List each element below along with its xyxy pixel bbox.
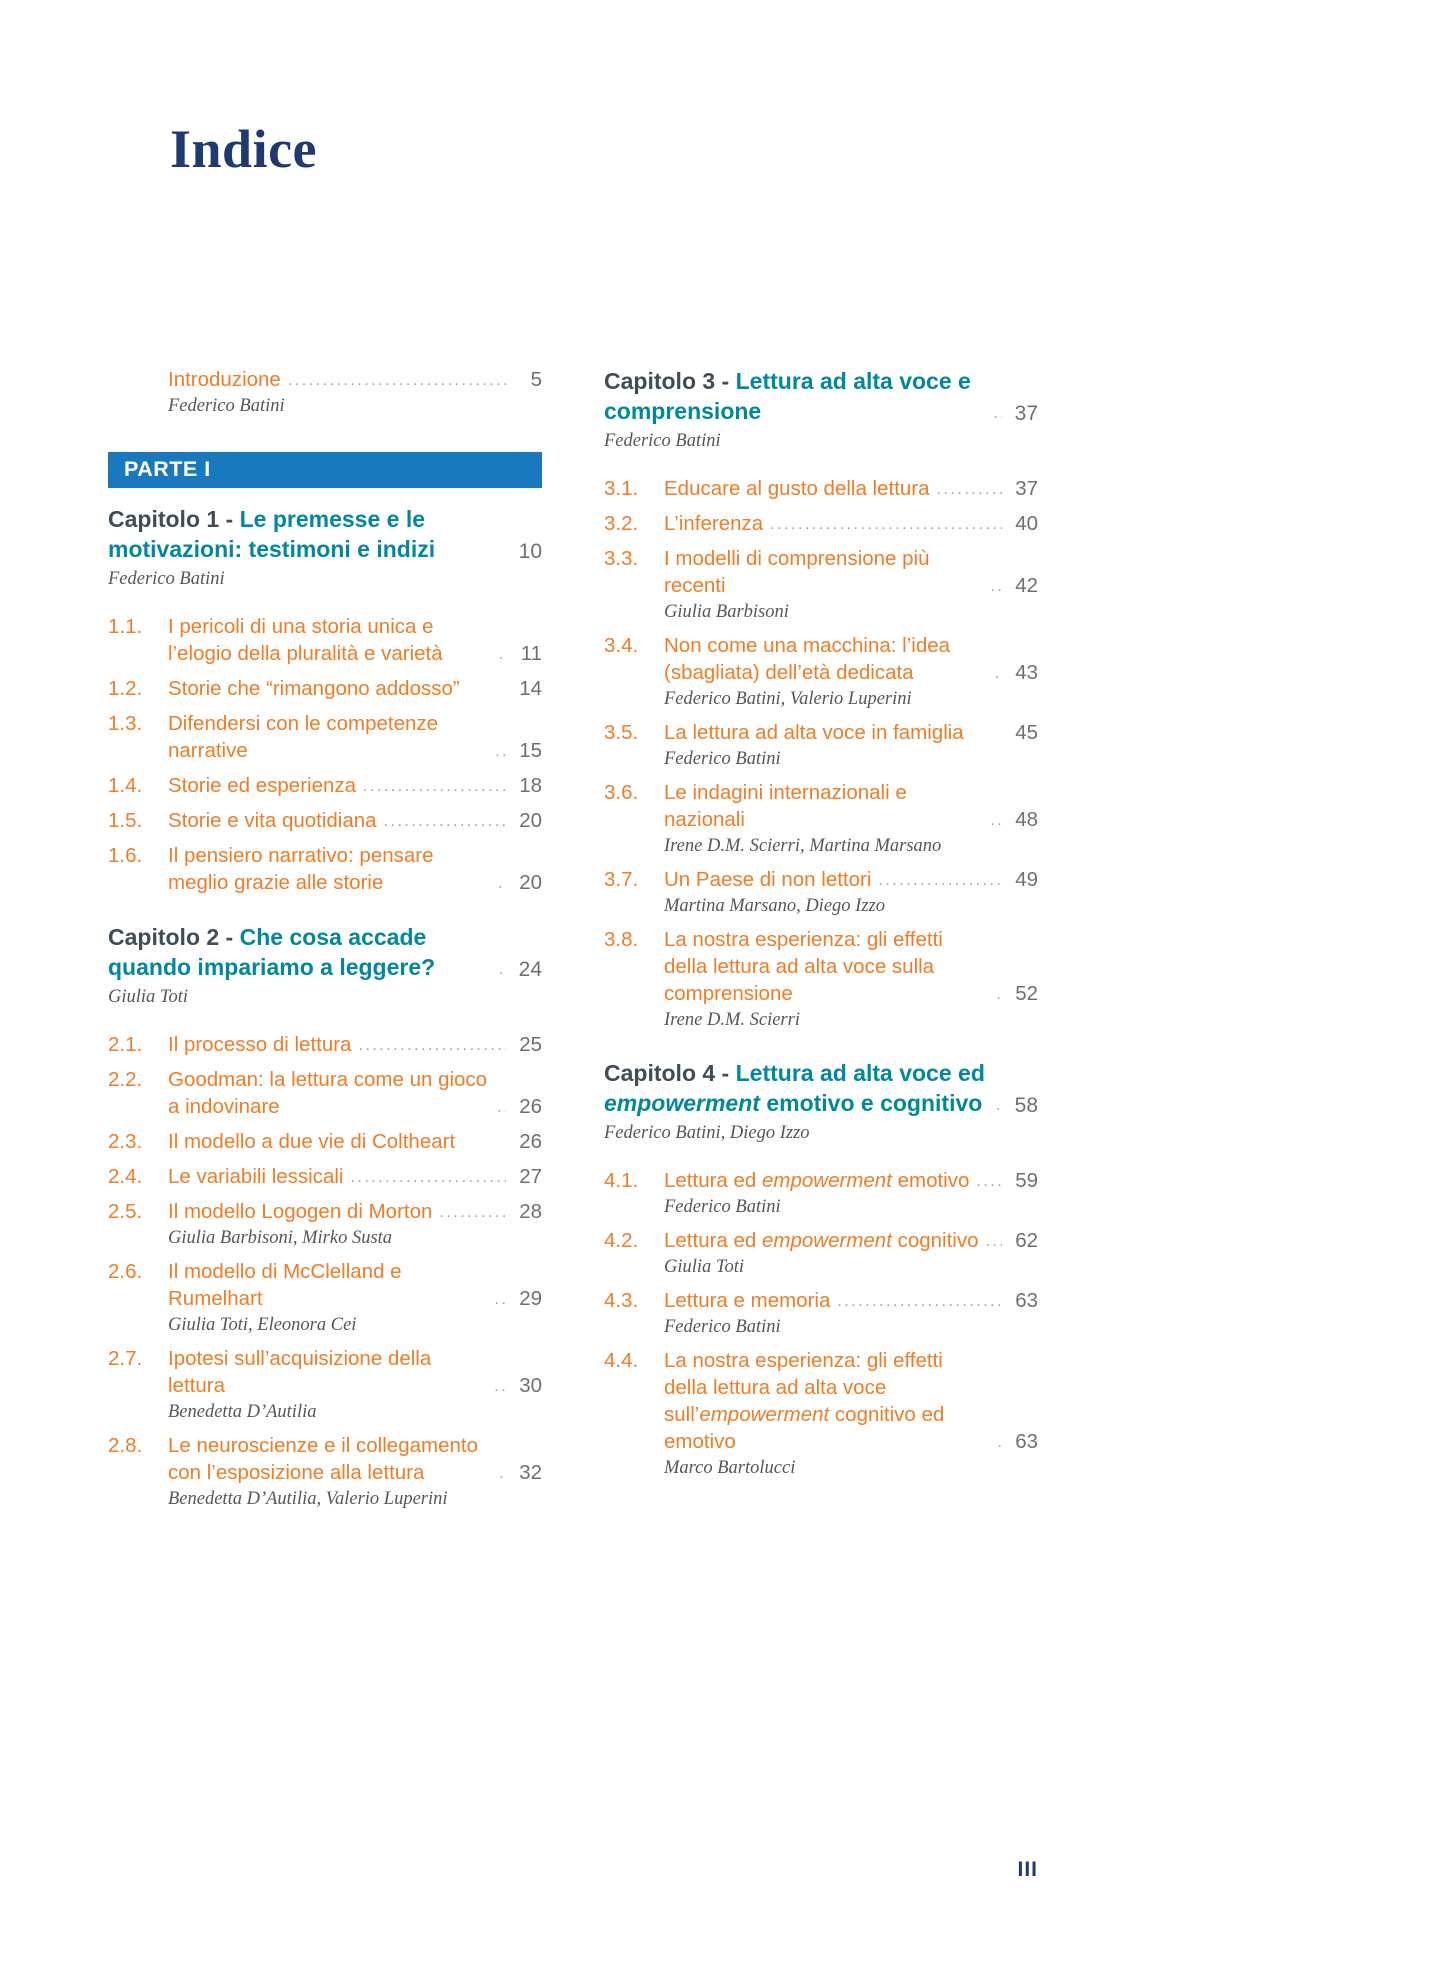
toc-row [108, 1432, 542, 1486]
text-segment: I pericoli di una storia unica e l’elogio della pluralità e varietà [168, 615, 443, 665]
dot-leader [363, 774, 506, 799]
entry-authors: Giulia Toti, Eleonora Cei [168, 1315, 357, 1335]
toc-row [108, 1128, 542, 1155]
folio-page-number: III [1017, 1858, 1038, 1881]
entry-page: 10 [518, 540, 542, 563]
dot-leader [990, 808, 1002, 833]
entry-number: 2.2. [108, 1068, 143, 1091]
toc-row [108, 1163, 542, 1190]
entry-page: 42 [1015, 574, 1038, 597]
text-segment: Lettura ad alta voce ed [735, 1060, 985, 1086]
entry-number: 3.5. [604, 721, 639, 744]
toc-row [108, 504, 542, 564]
text-segment: Il modello a due vie di Coltheart [168, 1130, 456, 1153]
text-segment: Il pensiero narrativo: pensare meglio grazie alle storie [168, 844, 434, 894]
entry-number: 1.5. [108, 809, 143, 832]
entry-authors: Giulia Toti [108, 987, 189, 1007]
toc-entry [604, 1347, 1038, 1480]
toc-entry [108, 1031, 542, 1058]
toc-row [604, 545, 1038, 599]
text-segment: Lettura ad alta voce e comprensione [604, 368, 971, 424]
entry-title [168, 1345, 487, 1399]
dot-leader [837, 1289, 1002, 1314]
entry-page: 5 [530, 368, 542, 391]
text-segment: Introduzione [168, 368, 281, 391]
dot-leader [495, 739, 506, 764]
italic-term: empowerment [762, 1169, 892, 1192]
dot-leader [495, 1287, 506, 1312]
dot-leader [358, 1033, 506, 1058]
text-segment: Goodman: la lettura come un gioco a indovinare [168, 1068, 488, 1118]
dot-leader [995, 661, 1002, 686]
toc-entry [108, 366, 542, 418]
entry-page: 28 [519, 1200, 542, 1223]
entry-page: 32 [519, 1461, 542, 1484]
entry-page: 37 [1015, 477, 1038, 500]
part-banner [108, 452, 542, 488]
entry-title [168, 1163, 343, 1190]
toc-row [604, 926, 1038, 1007]
entry-number: 4.4. [604, 1349, 639, 1372]
entry-title [168, 613, 492, 667]
toc-row [108, 1031, 542, 1058]
entry-number: 1.2. [108, 677, 143, 700]
text-segment: Il modello di McClelland e Rumelhart [168, 1260, 402, 1310]
toc-entry [108, 1258, 542, 1337]
entry-number: 1.1. [108, 615, 143, 638]
toc-row [108, 807, 542, 834]
toc-content [108, 366, 1038, 1519]
text-segment: Il modello Logogen di Morton [168, 1200, 433, 1223]
entry-page: 59 [1015, 1169, 1038, 1192]
toc-row [108, 1066, 542, 1120]
toc-row [108, 366, 542, 393]
toc-row [108, 1345, 542, 1399]
dot-leader [439, 1200, 506, 1225]
toc-entry [108, 710, 542, 764]
entry-number: 2.5. [108, 1200, 143, 1223]
entry-number: 3.3. [604, 547, 639, 570]
dot-leader [497, 1095, 506, 1120]
text-segment: Difendersi con le competenze narrative [168, 712, 439, 762]
text-segment: Che cosa accade quando impariamo a leggere? [108, 924, 436, 980]
entry-title [664, 719, 964, 746]
entry-page: 63 [1015, 1430, 1038, 1453]
dot-leader [499, 642, 506, 667]
entry-page: 43 [1015, 661, 1038, 684]
entry-page: 52 [1015, 982, 1038, 1005]
chapter-entry [108, 922, 542, 1009]
dot-leader [350, 1165, 506, 1190]
entry-number: 3.1. [604, 477, 639, 500]
entry-page: 18 [519, 774, 542, 797]
entry-number: 1.3. [108, 712, 143, 735]
text-segment: Le premesse e le motivazioni: testimoni e indizi [108, 506, 436, 562]
chapter-prefix: Capitolo 1 - [108, 506, 240, 532]
entry-number: 3.2. [604, 512, 639, 535]
text-segment: Storie e vita quotidiana [168, 809, 377, 832]
toc-entry [604, 510, 1038, 537]
text-segment: La nostra esperienza: gli effetti della lettura ad alta voce sulla comprensione [664, 928, 943, 1005]
entry-authors: Giulia Barbisoni, Mirko Susta [168, 1228, 393, 1248]
chapter-entry [108, 504, 542, 591]
text-segment: Non come una macchina: l’idea (sbagliata) dell’età dedicata [664, 634, 951, 684]
entry-page: 30 [519, 1374, 542, 1397]
entry-page: 62 [1015, 1229, 1038, 1252]
toc-row [604, 866, 1038, 893]
toc-entry [108, 1066, 542, 1120]
toc-entry [604, 719, 1038, 771]
dot-leader [993, 401, 1002, 426]
text-segment: Lettura e memoria [664, 1289, 831, 1312]
entry-number: 3.8. [604, 928, 639, 951]
text-segment: Le variabili lessicali [168, 1165, 344, 1188]
entry-number: 3.6. [604, 781, 639, 804]
entry-title [168, 710, 488, 764]
entry-authors: Federico Batini [664, 1197, 781, 1217]
entry-title [664, 1347, 991, 1455]
toc-entry [604, 545, 1038, 624]
toc-entry [108, 1198, 542, 1250]
entry-number: 2.8. [108, 1434, 143, 1457]
chapter-prefix: Capitolo 2 - [108, 924, 240, 950]
dot-leader [384, 809, 506, 834]
text-segment: La lettura ad alta voce in famiglia [664, 721, 964, 744]
text-segment: Le neuroscienze e il collegamento con l’esposizione alla lettura [168, 1434, 478, 1484]
entry-number: 3.7. [604, 868, 639, 891]
toc-entry [108, 1345, 542, 1424]
toc-row [604, 475, 1038, 502]
entry-authors: Federico Batini [168, 396, 285, 416]
entry-title [664, 866, 871, 893]
italic-term: empowerment [699, 1403, 830, 1426]
dot-leader [990, 574, 1002, 599]
text-segment: cognitivo [891, 1229, 979, 1252]
entry-page: 14 [519, 677, 542, 700]
text-segment: Educare al gusto della lettura [664, 477, 930, 500]
chapter-prefix: Capitolo 3 - [604, 368, 736, 394]
text-segment: Lettura ed [664, 1229, 763, 1252]
entry-title [168, 842, 491, 896]
entry-title [604, 1058, 989, 1118]
toc-row [604, 1227, 1038, 1254]
entry-title [664, 545, 983, 599]
entry-page: 48 [1015, 808, 1038, 831]
entry-authors: Federico Batini, Diego Izzo [604, 1123, 810, 1143]
toc-row [108, 710, 542, 764]
entry-page: 11 [520, 642, 542, 665]
entry-title [168, 675, 460, 702]
entry-title [664, 632, 988, 686]
entry-page: 20 [519, 871, 542, 894]
toc-row [108, 1198, 542, 1225]
toc-row [108, 772, 542, 799]
entry-number: 4.3. [604, 1289, 639, 1312]
text-segment: Storie che “rimangono addosso” [168, 677, 460, 700]
toc-entry [604, 1167, 1038, 1219]
text-segment: emotivo [891, 1169, 970, 1192]
dot-leader [288, 368, 506, 393]
toc-entry [108, 772, 542, 799]
toc-entry [108, 1163, 542, 1190]
entry-authors: Federico Batini [604, 431, 721, 451]
toc-entry [108, 842, 542, 896]
page-title: Indice [170, 119, 318, 179]
entry-number: 4.2. [604, 1229, 639, 1252]
toc-row [604, 1287, 1038, 1314]
toc-entry [604, 926, 1038, 1032]
dot-leader [976, 1169, 1002, 1194]
entry-title [108, 504, 492, 564]
dot-leader [770, 512, 1002, 537]
toc-row [604, 510, 1038, 537]
dot-leader [499, 957, 506, 982]
entry-page: 63 [1015, 1289, 1038, 1312]
toc-row [604, 779, 1038, 833]
toc-row [108, 613, 542, 667]
entry-title [664, 1167, 969, 1194]
toc-row [108, 1258, 542, 1312]
chapter-entry [604, 1058, 1038, 1145]
text-segment: Ipotesi sull’acquisizione della lettura [168, 1347, 432, 1397]
toc-row [604, 366, 1038, 426]
entry-page: 15 [519, 739, 542, 762]
entry-title [108, 922, 492, 982]
toc-entry [108, 675, 542, 702]
text-segment: cognitivo ed emotivo [664, 1403, 945, 1453]
entry-title [168, 1066, 490, 1120]
toc-row [108, 842, 542, 896]
entry-page: 26 [519, 1095, 542, 1118]
text-segment: Un Paese di non lettori [664, 868, 872, 891]
entry-page: 29 [519, 1287, 542, 1310]
text-segment: Storie ed esperienza [168, 774, 357, 797]
entry-title [604, 366, 986, 426]
text-segment: Lettura ed [664, 1169, 763, 1192]
entry-title [664, 1227, 979, 1254]
entry-number: 2.3. [108, 1130, 143, 1153]
entry-title [168, 807, 377, 834]
toc-entry [604, 475, 1038, 502]
entry-title [168, 1258, 488, 1312]
toc-row [604, 1347, 1038, 1455]
dot-leader [499, 1461, 506, 1486]
text-segment: I modelli di comprensione più recenti [664, 547, 930, 597]
entry-title [664, 475, 930, 502]
entry-page: 49 [1015, 868, 1038, 891]
toc-row [108, 922, 542, 982]
dot-leader [996, 982, 1002, 1007]
entry-page: 27 [519, 1165, 542, 1188]
italic-term: empowerment [604, 1090, 760, 1116]
dot-leader [498, 871, 506, 896]
chapter-entry [604, 366, 1038, 453]
toc-entry [604, 866, 1038, 918]
entry-number: 1.4. [108, 774, 143, 797]
toc-entry [108, 807, 542, 834]
dot-leader [937, 477, 1002, 502]
toc-row [604, 632, 1038, 686]
entry-number: 2.4. [108, 1165, 143, 1188]
toc-row [604, 1058, 1038, 1118]
toc-entry [108, 1128, 542, 1155]
text-segment: emotivo e cognitivo [759, 1090, 983, 1116]
dot-leader [998, 1430, 1003, 1455]
text-segment: Il processo di lettura [168, 1033, 352, 1056]
entry-title [168, 772, 356, 799]
entry-authors: Federico Batini, Valerio Luperini [664, 689, 912, 709]
entry-number: 2.1. [108, 1033, 143, 1056]
toc-entry [604, 1287, 1038, 1339]
entry-title [168, 1432, 492, 1486]
part-banner-label: PARTE I [124, 457, 211, 481]
entry-number: 2.6. [108, 1260, 143, 1283]
entry-page: 24 [518, 958, 542, 981]
toc-entry [108, 613, 542, 667]
entry-authors: Marco Bartolucci [664, 1458, 796, 1478]
text-segment: Le indagini internazionali e nazionali [664, 781, 907, 831]
entry-authors: Federico Batini [108, 569, 225, 589]
text-segment: La nostra esperienza: gli effetti della lettura ad alta voce sull’ [664, 1349, 943, 1426]
entry-authors: Irene D.M. Scierri, Martina Marsano [664, 836, 942, 856]
toc-row [604, 1167, 1038, 1194]
toc-entry [604, 1227, 1038, 1279]
entry-authors: Irene D.M. Scierri [664, 1010, 800, 1030]
entry-authors: Federico Batini [664, 1317, 781, 1337]
entry-title [664, 510, 763, 537]
entry-title [664, 926, 989, 1007]
entry-title [168, 1198, 432, 1225]
entry-title [664, 779, 983, 833]
chapter-prefix: Capitolo 4 - [604, 1060, 736, 1086]
entry-authors: Benedetta D’Autilia [168, 1402, 317, 1422]
entry-page: 25 [519, 1033, 542, 1056]
toc-entry [108, 1432, 542, 1511]
entry-title [168, 1031, 351, 1058]
toc-row [604, 719, 1038, 746]
entry-title [168, 366, 281, 393]
dot-leader [986, 1229, 1002, 1254]
entry-title [168, 1128, 455, 1155]
entry-page: 37 [1014, 402, 1038, 425]
dot-leader [878, 868, 1002, 893]
dot-leader [494, 1374, 506, 1399]
entry-authors: Giulia Toti [664, 1257, 745, 1277]
entry-number: 4.1. [604, 1169, 639, 1192]
entry-authors: Giulia Barbisoni [664, 602, 789, 622]
entry-number: 3.4. [604, 634, 639, 657]
entry-page: 20 [519, 809, 542, 832]
text-segment: L’inferenza [664, 512, 764, 535]
entry-title [664, 1287, 830, 1314]
entry-authors: Benedetta D’Autilia, Valerio Luperini [168, 1489, 448, 1509]
entry-page: 58 [1014, 1094, 1038, 1117]
dot-leader [996, 1093, 1002, 1118]
entry-number: 1.6. [108, 844, 143, 867]
entry-page: 45 [1015, 721, 1038, 744]
toc-column-left [108, 366, 542, 1519]
entry-page: 40 [1015, 512, 1038, 535]
entry-authors: Federico Batini [664, 749, 781, 769]
toc-entry [604, 779, 1038, 858]
toc-row [108, 675, 542, 702]
toc-column-right [604, 366, 1038, 1519]
toc-entry [604, 632, 1038, 711]
entry-number: 2.7. [108, 1347, 143, 1370]
entry-authors: Martina Marsano, Diego Izzo [664, 896, 885, 916]
entry-page: 26 [519, 1130, 542, 1153]
italic-term: empowerment [762, 1229, 892, 1252]
